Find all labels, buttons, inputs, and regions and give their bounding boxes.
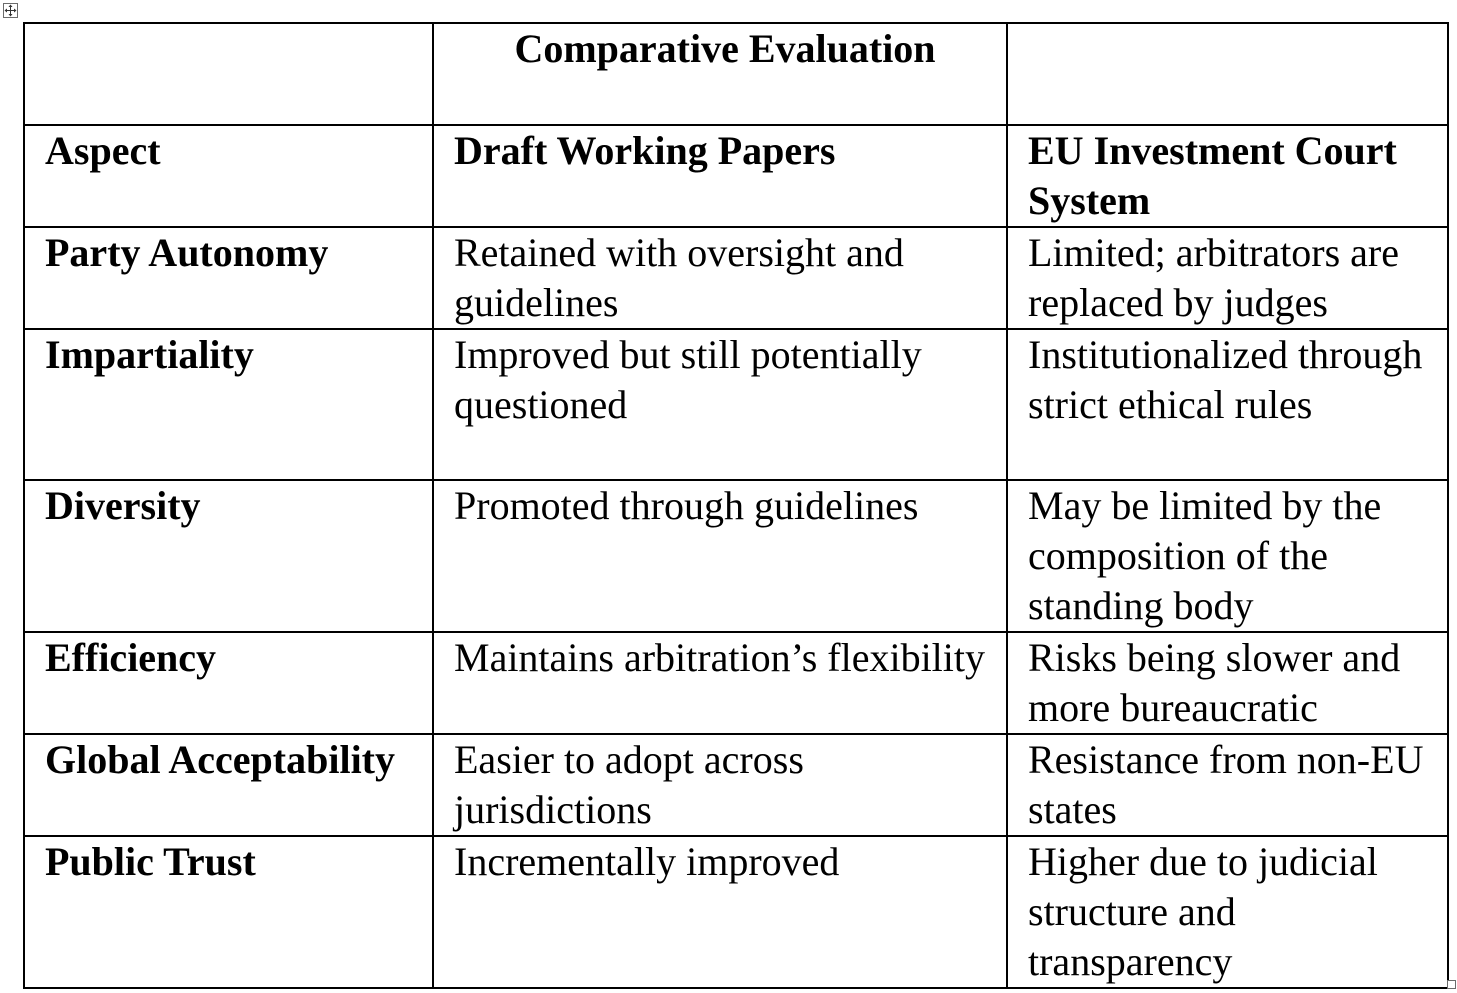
header-eu-investment-court: EU Investment Court System xyxy=(1007,125,1448,227)
table-row xyxy=(24,632,1448,734)
table-row xyxy=(24,227,1448,329)
header-aspect: Aspect xyxy=(24,125,433,227)
eu-cell: Institutionalized through strict ethical rules xyxy=(1007,329,1448,480)
eu-cell: Higher due to judicial structure and transparency xyxy=(1007,836,1448,988)
eu-cell: Resistance from non-EU states xyxy=(1007,734,1448,836)
table-move-handle-icon[interactable] xyxy=(3,3,18,18)
aspect-cell: Impartiality xyxy=(24,329,433,480)
aspect-cell: Diversity xyxy=(24,480,433,632)
aspect-cell: Efficiency xyxy=(24,632,433,734)
table-resize-handle-icon[interactable] xyxy=(1447,980,1456,989)
empty-cell xyxy=(24,23,433,125)
header-draft-working-papers: Draft Working Papers xyxy=(433,125,1007,227)
table-title: Comparative Evaluation xyxy=(433,23,1007,125)
draft-cell: Maintains arbitration’s flexibility xyxy=(433,632,1007,734)
comparison-table xyxy=(23,22,1449,989)
draft-cell: Retained with oversight and guidelines xyxy=(433,227,1007,329)
table-row xyxy=(24,836,1448,988)
aspect-cell: Public Trust xyxy=(24,836,433,988)
table-row xyxy=(24,329,1448,480)
aspect-cell: Global Acceptability xyxy=(24,734,433,836)
aspect-cell: Party Autonomy xyxy=(24,227,433,329)
draft-cell: Easier to adopt across jurisdictions xyxy=(433,734,1007,836)
draft-cell: Incrementally improved xyxy=(433,836,1007,988)
empty-cell xyxy=(1007,23,1448,125)
draft-cell: Promoted through guidelines xyxy=(433,480,1007,632)
title-row xyxy=(24,23,1448,125)
header-row xyxy=(24,125,1448,227)
draft-cell: Improved but still potentially questioned xyxy=(433,329,1007,480)
table-row xyxy=(24,480,1448,632)
eu-cell: Risks being slower and more bureaucratic xyxy=(1007,632,1448,734)
eu-cell: May be limited by the composition of the standing body xyxy=(1007,480,1448,632)
table-row xyxy=(24,734,1448,836)
eu-cell: Limited; arbitrators are replaced by judges xyxy=(1007,227,1448,329)
